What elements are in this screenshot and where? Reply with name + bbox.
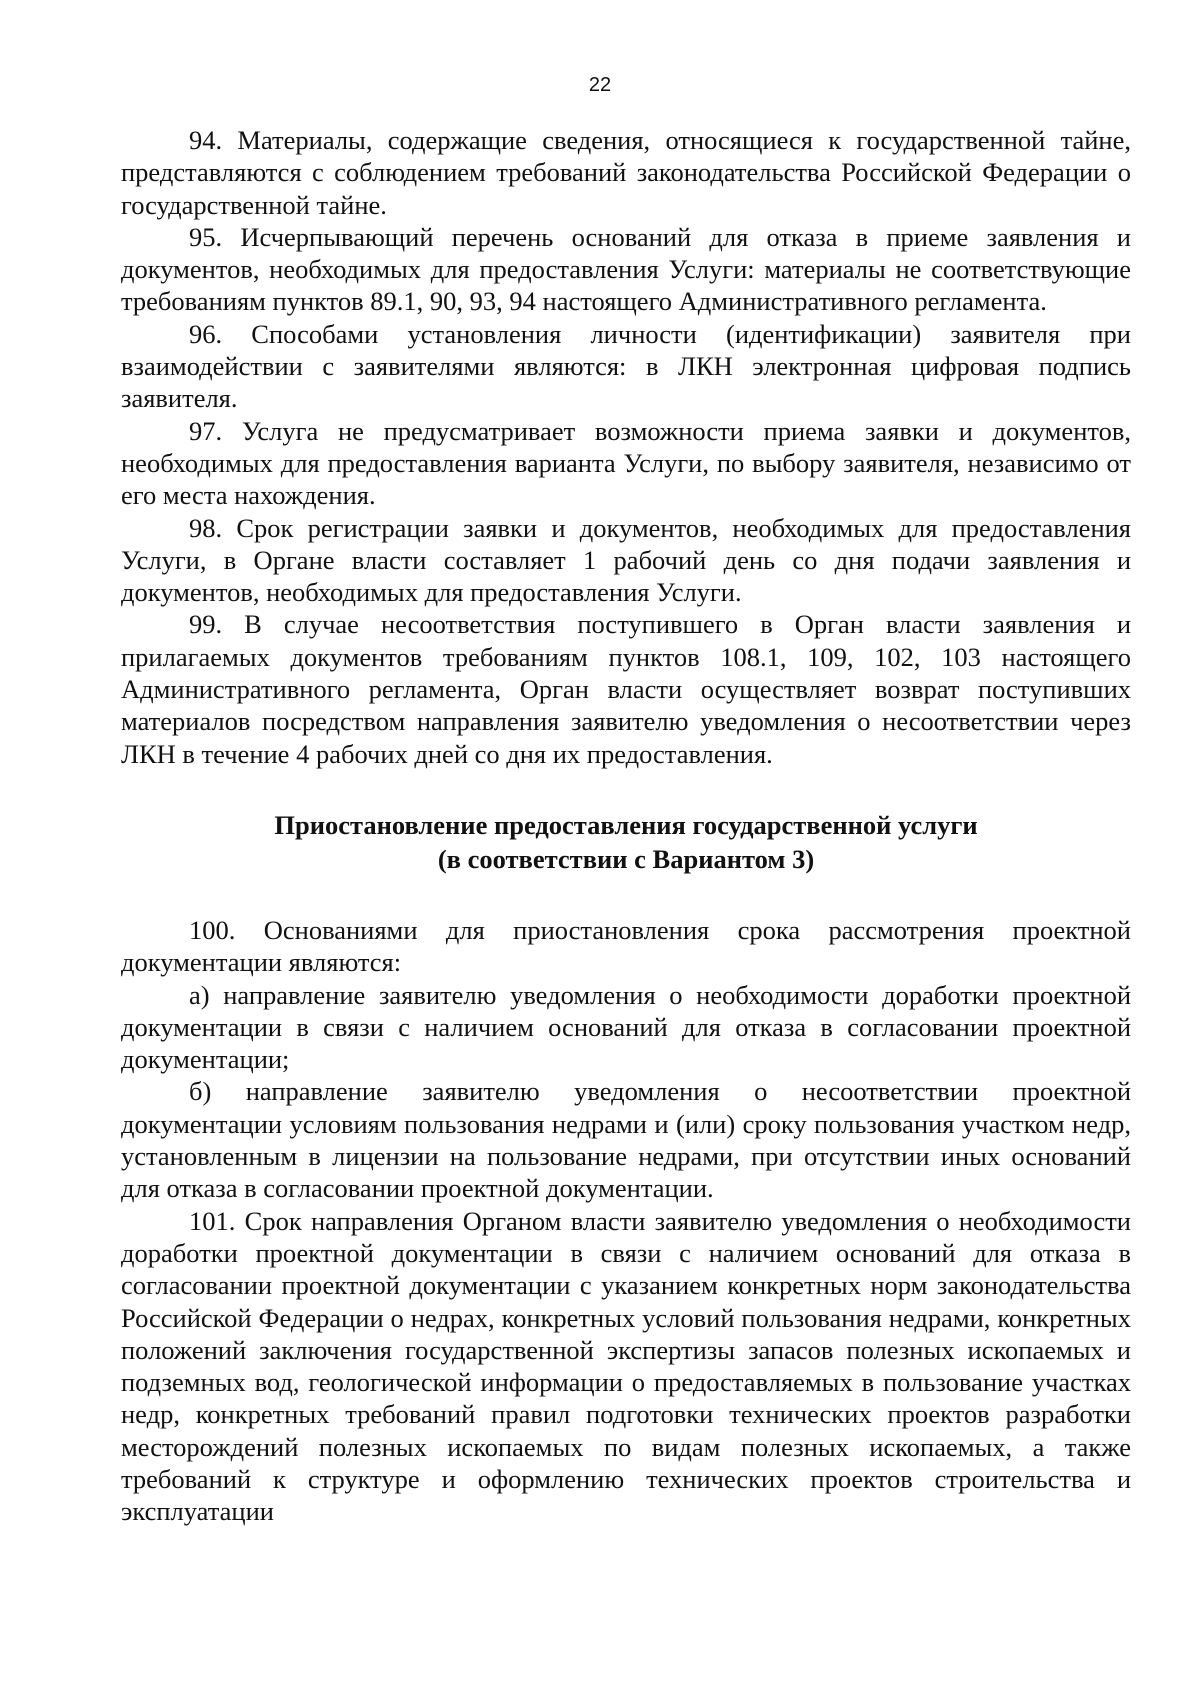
paragraph-99: 99. В случае несоответствия поступившего в Орган власти заявления и прилагаемых документов требованиям пунктов 108.1, 109, 102, 103 настоящего Административного регламента, Орган власти осуществляет возврат поступивших материалов посредством направления заявителю уведомления о несоответствии через ЛКН в течение 4 рабочих дней со дня их предоставления.	[121, 609, 1131, 769]
section-heading-line-1: Приостановление предоставления государственной услуги	[274, 809, 978, 840]
paragraph-94: 94. Материалы, содержащие сведения, относящиеся к государственной тайне, представляются с соблюдением требований законодательства Российской Федерации о государственной тайне.	[121, 125, 1131, 220]
paragraph-100-a: а) направление заявителю уведомления о необходимости доработки проектной документации в связи с наличием оснований для отказа в согласовании проектной документации;	[121, 979, 1131, 1075]
paragraph-100: 100. Основаниями для приостановления срока рассмотрения проектной документации являются:	[121, 914, 1131, 978]
paragraph-97: 97. Услуга не предусматривает возможности приема заявки и документов, необходимых для предоставления варианта Услуги, по выбору заявителя, независимо от его места нахождения.	[121, 415, 1131, 511]
paragraph-100-b: б) направление заявителю уведомления о несоответствии проектной документации условиям пользования недрами и (или) сроку пользования участком недр, установленным в лицензии на пользование недрами, при отсутствии иных оснований для отказа в согласовании проектной документации.	[121, 1076, 1131, 1204]
paragraph-101: 101. Срок направления Органом власти заявителю уведомления о необходимости доработки проектной документации в связи с наличием оснований для отказа в согласовании проектной документации с указанием конкретных норм законодательства Российской Федерации о недрах, конкретных условий пользования недрами, конкретных положений заключения государственной экспертизы запасов полезных ископаемых и подземных вод, геологической информации о предоставляемых в пользование участках недр, конкретных требований правил подготовки технических проектов разработки месторождений полезных ископаемых по видам полезных ископаемых, а также требований к структуре и оформлению технических проектов строительства и эксплуатации	[121, 1205, 1131, 1527]
paragraph-95: 95. Исчерпывающий перечень оснований для отказа в приеме заявления и документов, необходимых для предоставления Услуги: материалы не соответствующие требованиям пунктов 89.1, 90, 93, 94 настоящего Административного регламента.	[121, 221, 1131, 317]
paragraph-96: 96. Способами установления личности (идентификации) заявителя при взаимодействии с заявителями являются: в ЛКН электронная цифровая подпись заявителя.	[121, 318, 1131, 414]
page-number: 22	[588, 74, 612, 96]
section-heading-line-2: (в соответствии с Вариантом 3)	[437, 843, 815, 874]
section-heading	[121, 808, 1131, 876]
document-body	[121, 124, 1131, 1528]
paragraph-98: 98. Срок регистрации заявки и документов, необходимых для предоставления Услуги, в Органе власти составляет 1 рабочий день со дня подачи заявления и документов, необходимых для предоставления Услуги.	[121, 512, 1131, 608]
